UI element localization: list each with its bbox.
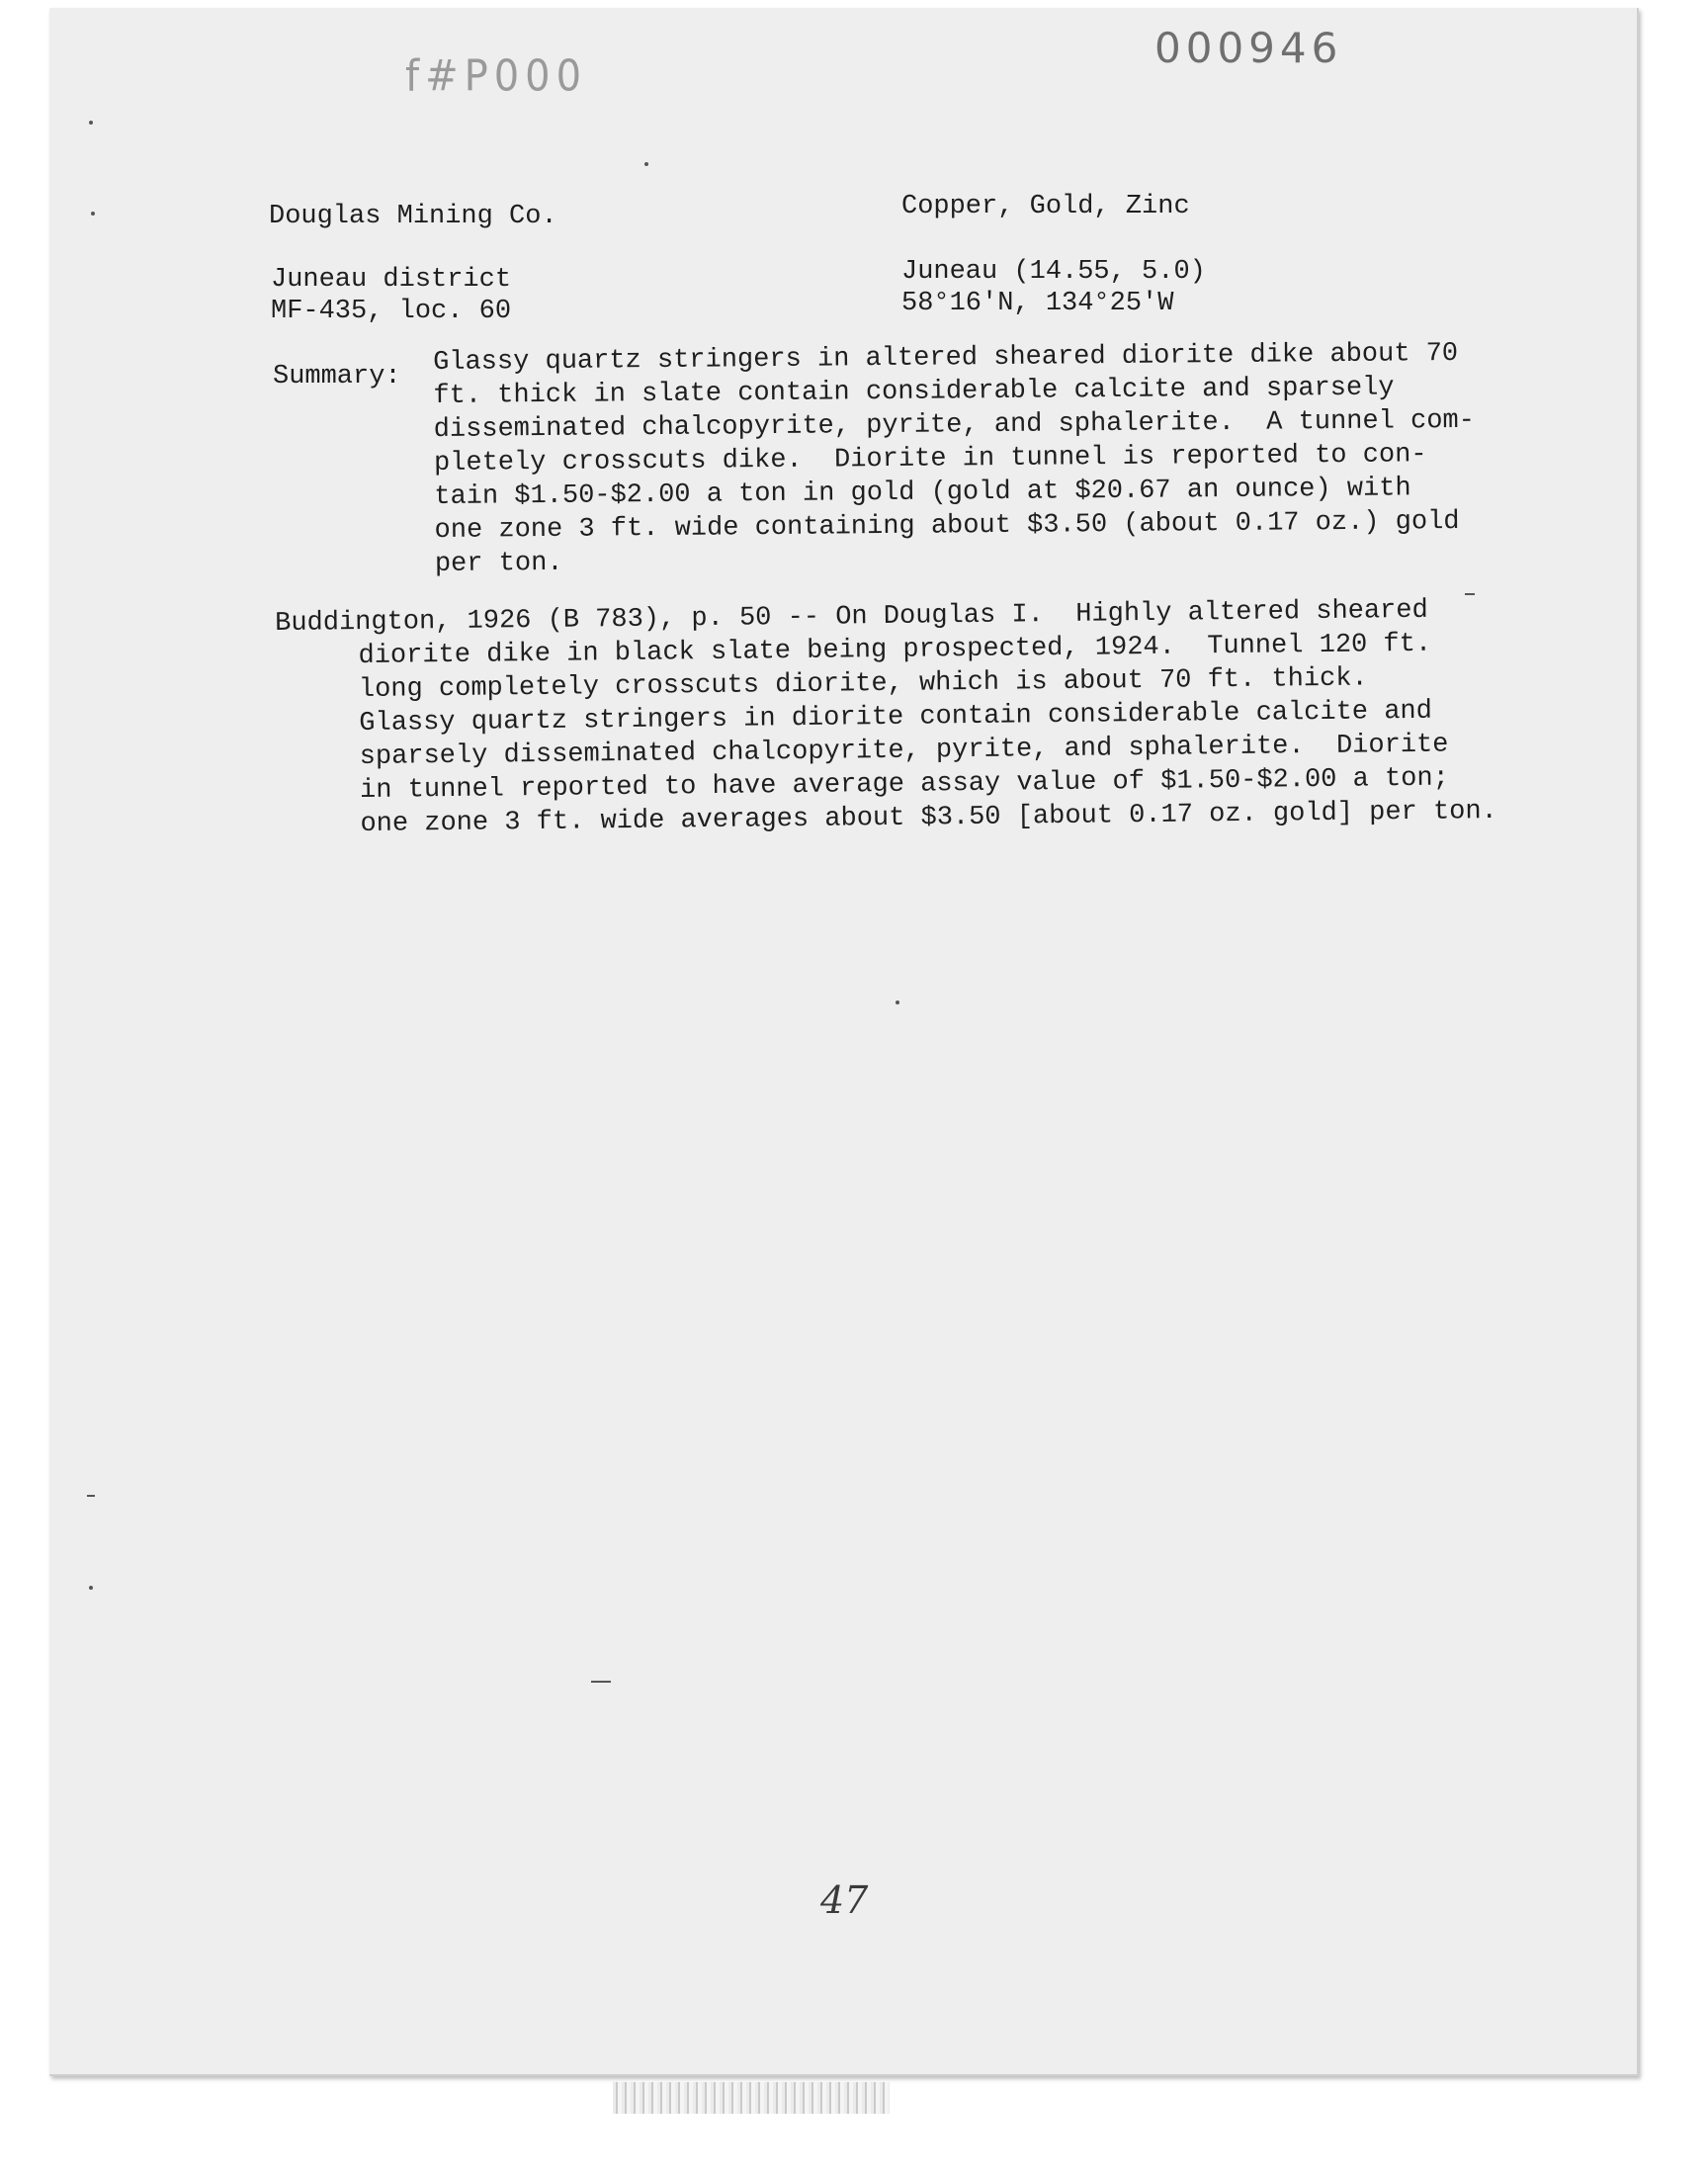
scan-artifact [613,2082,890,2114]
reference-line: one zone 3 ft. wide averages about $3.50 [about 0.17 oz. gold] per ton. [360,796,1497,840]
summary-line: pletely crosscuts dike. Diorite in tunnel is reported to con- [433,440,1427,478]
summary-text [433,337,1502,581]
reference-line: Glassy quartz stringers in diorite contain considerable calcite and [359,696,1433,740]
scan-mark [591,1681,611,1683]
reference-line: diorite dike in black slate being prospected, 1924. Tunnel 120 ft. [358,629,1432,672]
scan-speck [896,1000,899,1004]
scan-mark [1465,593,1475,595]
reference-line: sparsely disseminated chalcopyrite, pyrite, and sphalerite. Diorite [359,730,1449,773]
summary-line: tain $1.50-$2.00 a ton in gold (gold at $20.67 an ounce) with [434,474,1411,512]
scan-speck [644,162,648,166]
commodities: Copper, Gold, Zinc [901,192,1190,221]
summary-label: Summary: [273,362,401,392]
scan-speck [91,212,95,216]
mine-name: Douglas Mining Co. [269,202,557,231]
summary-line: ft. thick in slate contain considerable calcite and sparsely [433,373,1395,411]
summary-line: Glassy quartz stringers in altered sheared diorite dike about 70 [433,338,1459,378]
reference-line: Buddington, 1926 (B 783), p. 50 -- On Douglas I. Highly altered sheared [275,595,1428,639]
scan-speck [89,1586,93,1590]
coordinates: 58°16'N, 134°25'W [901,289,1174,318]
quadrangle: Juneau (14.55, 5.0) [901,257,1206,287]
reference-line: long completely crosscuts diorite, which is about 70 ft. thick. [358,663,1368,706]
scan-mark [87,1495,95,1497]
district: Juneau district [271,265,512,295]
summary-line: one zone 3 ft. wide containing about $3.50 (about 0.17 oz.) gold [434,506,1460,546]
map-reference: MF-435, loc. 60 [271,297,512,326]
stamp-left: f#P000 [405,50,588,102]
reference-citation [275,593,1523,842]
document-id-stamp: 000946 [1154,24,1343,72]
summary-line: disseminated chalcopyrite, pyrite, and sphalerite. A tunnel com- [433,405,1476,445]
page-number: 47 [820,1878,869,1922]
summary-line: per ton. [434,548,563,579]
reference-line: in tunnel reported to have average assay value of $1.50-$2.00 a ton; [359,763,1449,807]
scan-speck [89,121,93,125]
